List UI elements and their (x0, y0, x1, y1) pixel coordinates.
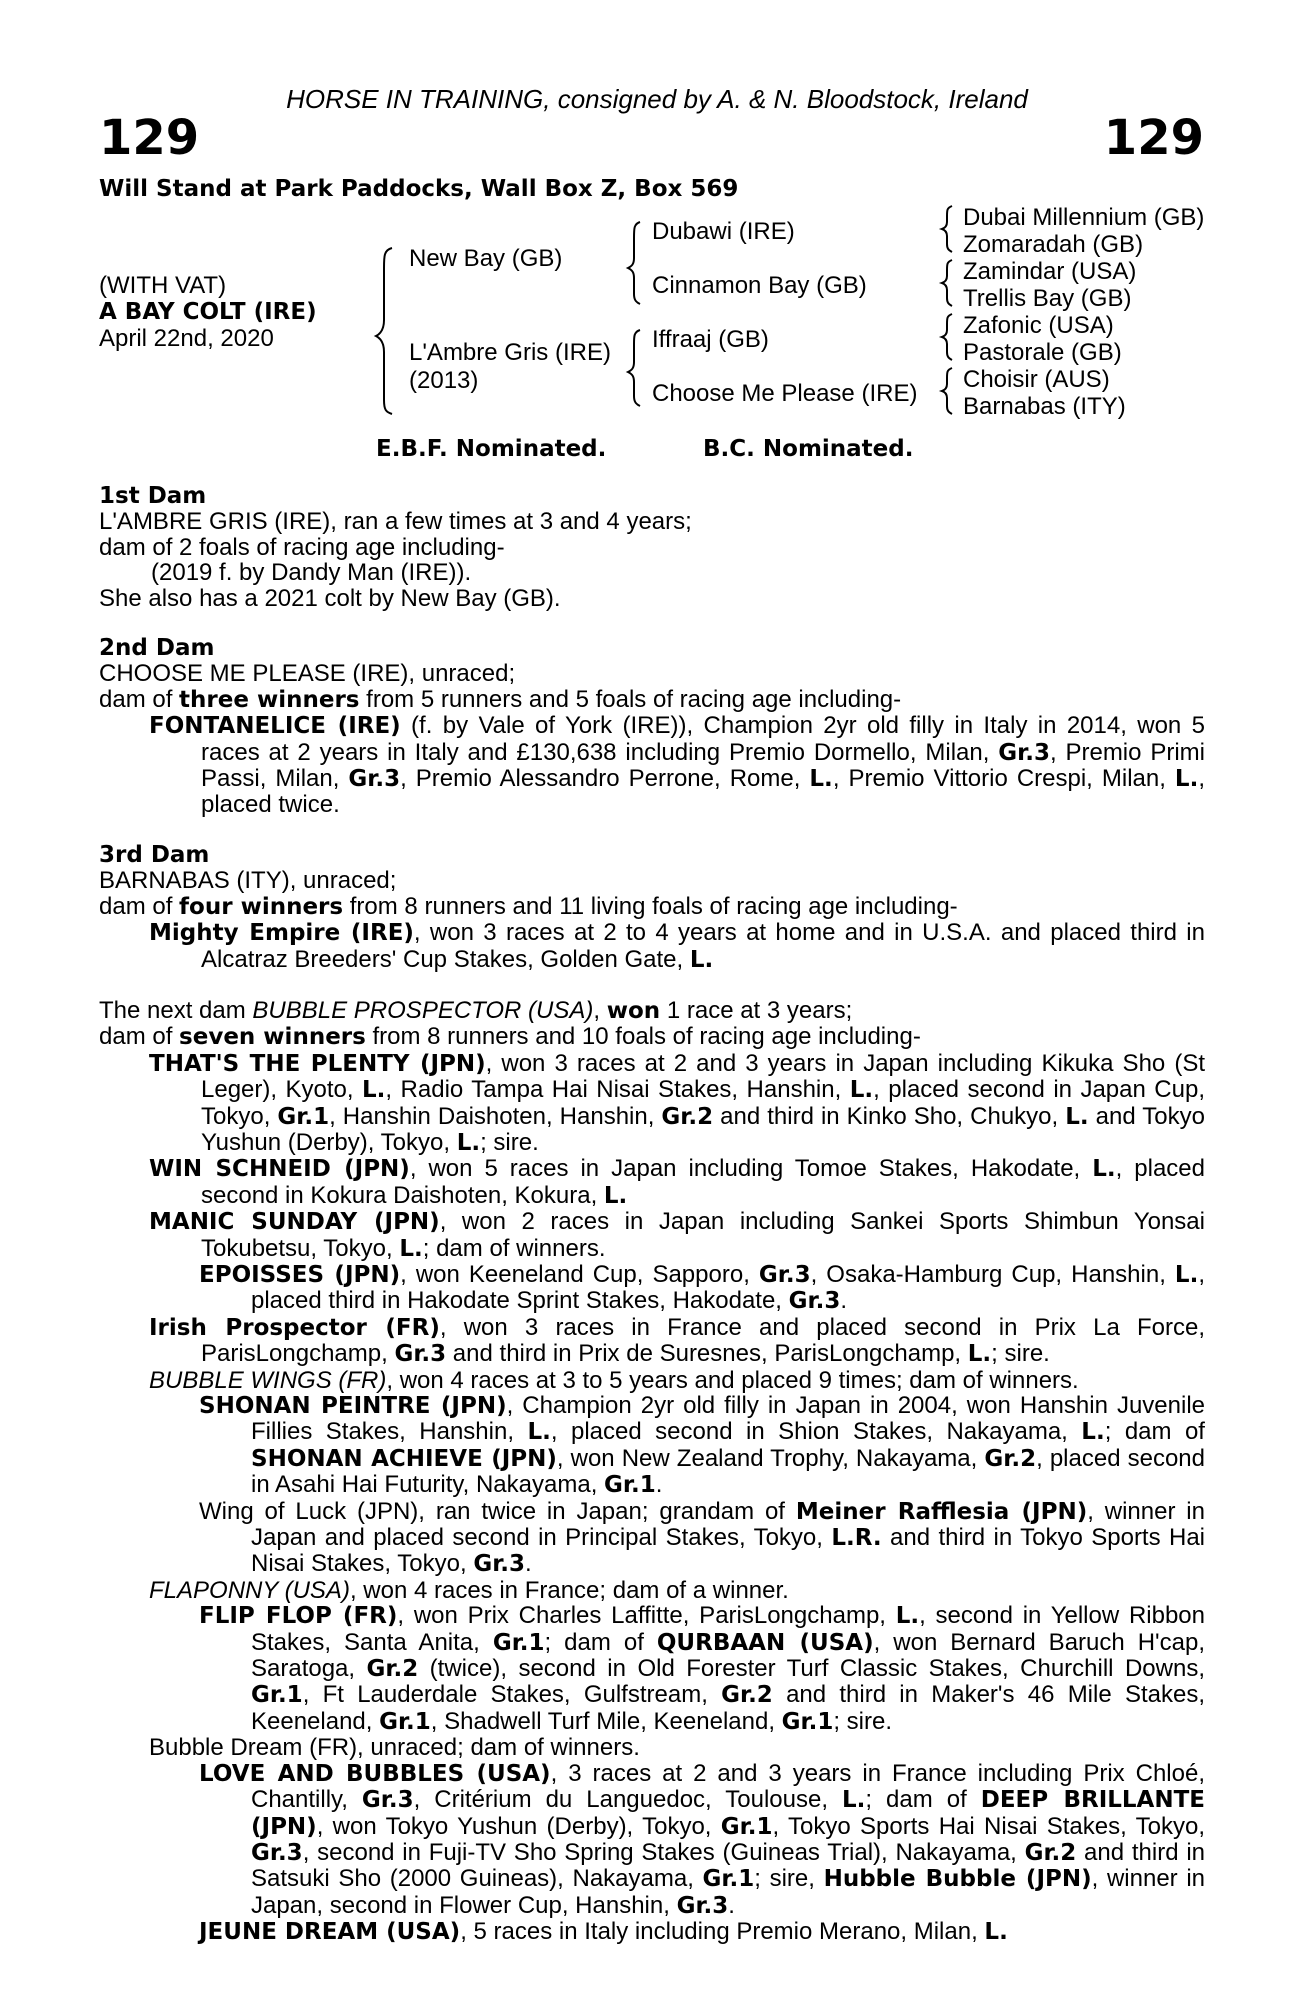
great-grandparent-8: Barnabas (ITY) (963, 393, 1126, 420)
first-dam-line: L'AMBRE GRIS (IRE), ran a few times at 3 and 4 years; (99, 508, 692, 536)
great-grandparent-4: Trellis Bay (GB) (963, 285, 1132, 312)
progeny-entry: EPOISSES (JPN), won Keeneland Cup, Sapporo, Gr.3, Osaka-Hamburg Cup, Hanshin, L., placed third in Hakodate Sprint Stakes, Hakodate, Gr.3. (199, 1260, 1205, 1315)
progeny-entry: FONTANELICE (IRE) (f. by Vale of York (IRE)), Champion 2yr old filly in Italy in 2014, won 5 races at 2 years in Italy and £130,638 including Premio Dormello, Milan, Gr.3, Premio Primi Passi, Milan, Gr.3, Premio Alessandro Perrone, Rome, L., Premio Vittorio Crespi, Milan, L., placed twice. (149, 712, 1205, 819)
first-dam-line: (2019 f. by Dandy Man (IRE)). (151, 559, 472, 587)
progeny-entry: THAT'S THE PLENTY (JPN), won 3 races at 2 and 3 years in Japan including Kikuka Sho (St Leger), Kyoto, L., Radio Tampa Hai Nisai Stakes, Hanshin, L., placed second in Japan Cup, Tokyo, Gr.1, Hanshin Daishoten, Hanshin, Gr.2 and third in Kinko Sho, Chukyo, L. and Tokyo Yushun (Derby), Tokyo, L.; sire. (149, 1049, 1206, 1156)
progeny-entry: MANIC SUNDAY (JPN), won 2 races in Japan including Sankei Sports Shimbun Yonsai Tokubetsu, Tokyo, L.; dam of winners. (149, 1208, 1205, 1262)
third-dam-line: dam of four winners from 8 runners and 11 living foals of racing age including- (99, 892, 958, 920)
progeny-entry: LOVE AND BUBBLES (USA), 3 races at 2 and 3 years in France including Prix Chloé, Chantilly, Gr.3, Critérium du Languedoc, Toulouse, L.; dam of DEEP BRILLANTE (JPN), won Tokyo Yushun (Derby), Tokyo, Gr.1, Tokyo Sports Hai Nisai Stakes, Tokyo, Gr.3, second in Fuji-TV Sho Spring Stakes (Guineas Trial), Nakayama, Gr.2 and third in Satsuki Sho (2000 Guineas), Nakayama, Gr.1; sire, Hubble Bubble (JPN), winner in Japan, second in Flower Cup, Hanshin, Gr.3. (199, 1759, 1206, 1919)
great-grandparent-6: Pastorale (GB) (963, 339, 1122, 366)
granddam-paternal: Cinnamon Bay (GB) (652, 272, 867, 299)
ebf-nomination: E.B.F. Nominated. (376, 436, 607, 462)
lot-number-right: 129 (1103, 110, 1204, 166)
progeny-entry: BUBBLE WINGS (FR), won 4 races at 3 to 5 years and placed 9 times; dam of winners. (149, 1366, 1079, 1394)
progeny-entry: Mighty Empire (IRE), won 3 races at 2 to 4 years at home and in U.S.A. and placed third in Alcatraz Breeders' Cup Stakes, Golden Gate, L. (149, 919, 1205, 973)
first-dam-heading: 1st Dam (99, 483, 207, 509)
consignor-header: HORSE IN TRAINING, consigned by A. & N. Bloodstock, Ireland (286, 84, 1028, 114)
dam-year: (2013) (409, 367, 479, 394)
stand-location: Will Stand at Park Paddocks, Wall Box Z, Box 569 (99, 176, 739, 202)
progeny-entry: Bubble Dream (FR), unraced; dam of winners. (149, 1734, 640, 1762)
great-grandparent-7: Choisir (AUS) (963, 366, 1110, 393)
third-dam-line: BARNABAS (ITY), unraced; (99, 867, 397, 895)
foaling-date: April 22nd, 2020 (99, 325, 274, 352)
granddam-maternal: Choose Me Please (IRE) (652, 380, 918, 407)
next-dam-line: dam of seven winners from 8 runners and 10 foals of racing age including- (99, 1023, 921, 1051)
bc-nomination: B.C. Nominated. (703, 436, 914, 462)
grandsire-paternal: Dubawi (IRE) (652, 218, 795, 245)
great-grandparent-3: Zamindar (USA) (963, 258, 1137, 285)
progeny-entry: WIN SCHNEID (JPN), won 5 races in Japan including Tomoe Stakes, Hakodate, L., placed second in Kokura Daishoten, Kokura, L. (149, 1155, 1205, 1209)
dam: L'Ambre Gris (IRE) (409, 339, 611, 366)
progeny-entry: Wing of Luck (JPN), ran twice in Japan; grandam of Meiner Rafflesia (JPN), winner in Japan and placed second in Principal Stakes, Tokyo, L.R. and third in Tokyo Sports Hai Nisai Stakes, Tokyo, Gr.3. (199, 1497, 1205, 1578)
progeny-entry: FLAPONNY (USA), won 4 races in France; dam of a winner. (149, 1576, 789, 1604)
first-dam-line: dam of 2 foals of racing age including- (99, 533, 505, 561)
second-dam-line: CHOOSE ME PLEASE (IRE), unraced; (99, 660, 516, 688)
vat-note: (WITH VAT) (99, 272, 227, 299)
great-grandparent-2: Zomaradah (GB) (963, 231, 1144, 258)
progeny-entry: JEUNE DREAM (USA), 5 races in Italy including Premio Merano, Milan, L. (199, 1918, 1008, 1946)
catalogue-body (99, 484, 1205, 1946)
second-dam-line: dam of three winners from 5 runners and 5 foals of racing age including- (99, 685, 902, 713)
great-grandparent-5: Zafonic (USA) (963, 312, 1114, 339)
progeny-entry: Irish Prospector (FR), won 3 races in France and placed second in Prix La Force, ParisLongchamp, Gr.3 and third in Prix de Suresnes, ParisLongchamp, L.; sire. (149, 1313, 1205, 1368)
grandsire-maternal: Iffraaj (GB) (652, 326, 769, 353)
sire: New Bay (GB) (409, 245, 563, 272)
great-grandparent-1: Dubai Millennium (GB) (963, 204, 1205, 231)
progeny-entry: SHONAN PEINTRE (JPN), Champion 2yr old filly in Japan in 2004, won Hanshin Juvenile Fillies Stakes, Hanshin, L., placed second in Shion Stakes, Nakayama, L.; dam of SHONAN ACHIEVE (JPN), won New Zealand Trophy, Nakayama, Gr.2, placed second in Asahi Hai Futurity, Nakayama, Gr.1. (199, 1392, 1205, 1499)
third-dam-heading: 3rd Dam (99, 841, 210, 868)
first-dam-line: She also has a 2021 colt by New Bay (GB). (99, 584, 561, 612)
next-dam-line: The next dam BUBBLE PROSPECTOR (USA), won 1 race at 3 years; (99, 996, 853, 1024)
horse-name: A BAY COLT (IRE) (99, 299, 317, 325)
lot-number-left: 129 (99, 110, 200, 166)
second-dam-heading: 2nd Dam (99, 635, 215, 662)
progeny-entry: FLIP FLOP (FR), won Prix Charles Laffitte, ParisLongchamp, L., second in Yellow Ribbon Stakes, Santa Anita, Gr.1; dam of QURBAAN (USA), won Bernard Baruch H'cap, Saratoga, Gr.2 (twice), second in Old Forester Turf Classic Stakes, Churchill Downs, Gr.1, Ft Lauderdale Stakes, Gulfstream, Gr.2 and third in Maker's 46 Mile Stakes, Keeneland, Gr.1, Shadwell Turf Mile, Keeneland, Gr.1; sire. (199, 1602, 1206, 1735)
